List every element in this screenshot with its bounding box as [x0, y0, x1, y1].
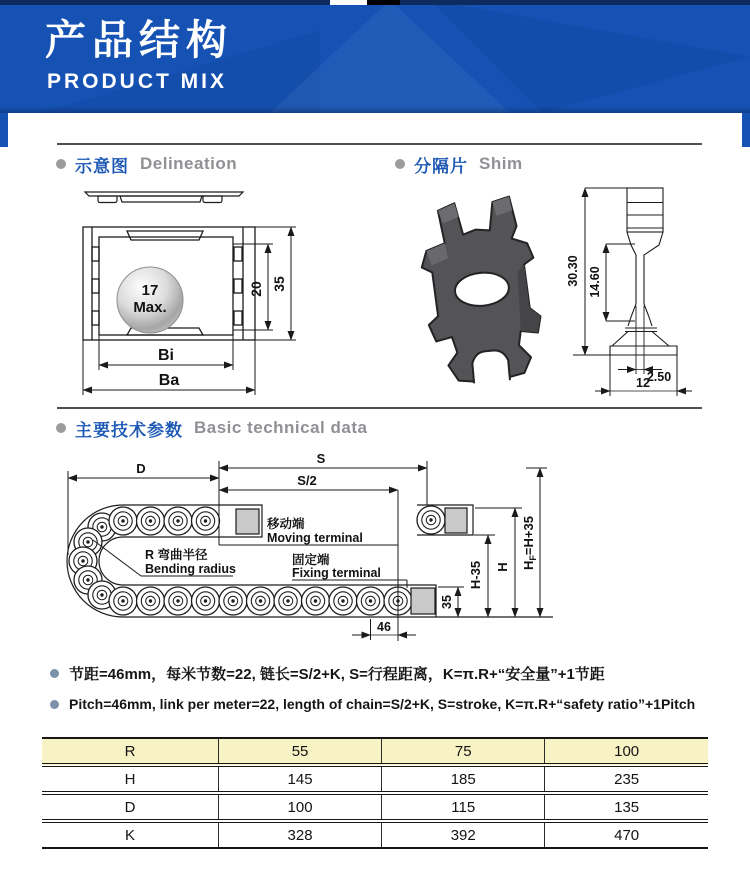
- cross-section-drawing: [70, 183, 300, 400]
- page-title-zh: 产品结构: [45, 17, 233, 63]
- shim-bottom-notch: [471, 349, 510, 383]
- moving-terminal-label-en: Moving terminal: [267, 531, 363, 545]
- bend-dim-lines: [68, 461, 547, 641]
- bending-diagram: [55, 447, 560, 657]
- bending-radius-label-zh: R 弯曲半径: [145, 548, 208, 562]
- table-cell: D: [124, 798, 136, 816]
- shim-profile-shape: [610, 188, 677, 374]
- table-header-cell: 100: [545, 738, 708, 765]
- top-strip-black-segment: [367, 0, 400, 5]
- section-header-tech: [56, 416, 367, 440]
- table-cell: H: [124, 770, 136, 788]
- table-row: [42, 793, 708, 821]
- dim-label-pitch: 46: [377, 620, 391, 634]
- dim-label-inner-height: 20: [248, 281, 264, 297]
- header-bottom-shade: [0, 106, 750, 113]
- table-cell: 392: [382, 821, 545, 848]
- section-title-en: Basic technical data: [194, 418, 368, 437]
- table-header-cell: R: [124, 742, 136, 760]
- dim-label-h-minus-35: H-35: [468, 560, 483, 590]
- dim-label-link-height: 35: [440, 595, 454, 609]
- page-header: [0, 0, 750, 113]
- ball-unit-label: Max.: [133, 299, 167, 316]
- section-divider: [57, 407, 702, 409]
- table-cell: 115: [382, 793, 545, 821]
- right-edge-tab: [742, 113, 750, 147]
- bending-radius-label-en: Bending radius: [145, 562, 236, 576]
- table-cell: 100: [218, 793, 381, 821]
- note-row-zh: [50, 663, 605, 684]
- moving-terminal-label-zh: 移动端: [267, 517, 305, 531]
- bullet-icon: [50, 700, 59, 709]
- section-title-zh: 分隔片: [414, 156, 468, 176]
- table-row: [42, 821, 708, 848]
- shim-profile-drawing: [565, 178, 750, 403]
- table-cell: 328: [218, 821, 381, 848]
- dim-label-d: D: [136, 461, 146, 476]
- shim-3d-image: [405, 185, 565, 400]
- header-top-strip: [0, 0, 750, 5]
- ball-value-label: 17: [141, 282, 159, 299]
- spec-table: [42, 737, 708, 849]
- table-header-row: [42, 738, 708, 765]
- section-divider: [57, 143, 702, 145]
- bullet-icon: [56, 423, 66, 433]
- shim-body-shape: [416, 195, 546, 387]
- dim-label-inner-width: Bi: [158, 347, 174, 364]
- moving-terminal-block: [236, 509, 259, 534]
- bullet-icon: [56, 159, 66, 169]
- table-cell: 185: [382, 765, 545, 793]
- dim-label-outer-width: Ba: [158, 372, 180, 389]
- fixing-terminal-label-zh: 固定端: [292, 553, 330, 567]
- cover-strip-shape: [85, 192, 243, 203]
- table-cell: K: [124, 826, 135, 844]
- moving-terminal-block-right: [445, 508, 467, 533]
- table-cell: 145: [218, 765, 381, 793]
- table-header-cell: 55: [218, 738, 381, 765]
- table-cell: 135: [545, 793, 708, 821]
- dim-label-stroke: S: [316, 451, 326, 466]
- dim-label-mid-height: 14.60: [588, 266, 602, 298]
- top-strip-white-segment: [330, 0, 367, 5]
- dim-label-hf: $H_F=H+35$: [521, 516, 538, 570]
- note-row-en: [50, 696, 695, 712]
- section-header-shim: [395, 152, 523, 176]
- section-title-zh: 主要技术参数: [75, 420, 183, 440]
- bullet-icon: [395, 159, 405, 169]
- dim-label-base-width: 12: [636, 376, 650, 390]
- section-title-zh: 示意图: [75, 156, 129, 176]
- table-cell: 470: [545, 821, 708, 848]
- note-text-zh: 节距=46mm，每米节数=22, 链长=S/2+K, S=行程距离，K=π.R+“安全量”+1节距: [69, 666, 605, 683]
- note-text-en: Pitch=46mm, link per meter=22, length of chain=S/2+K, S=stroke, K=π.R+“safety ratio”+1Pitch: [69, 696, 696, 712]
- section-title-en: Shim: [479, 154, 523, 173]
- dim-label-web-width: 2.50: [646, 370, 672, 384]
- dim-label-outer-height: 35: [271, 276, 287, 292]
- fixing-terminal-block: [411, 588, 435, 614]
- cross-section-dim-lines: [83, 227, 296, 395]
- table-header-cell: 75: [382, 738, 545, 765]
- dim-label-half-stroke: S/2: [297, 473, 317, 488]
- section-header-delineation: [56, 152, 237, 176]
- dim-label-h: H: [495, 562, 510, 572]
- bullet-icon: [50, 669, 59, 678]
- page-title-en: PRODUCT MIX: [47, 70, 227, 93]
- table-cell: 235: [545, 765, 708, 793]
- dim-label-total-height: 30.30: [566, 255, 580, 287]
- table-row: [42, 765, 708, 793]
- left-edge-tab: [0, 113, 8, 147]
- section-title-en: Delineation: [140, 154, 238, 173]
- fixing-terminal-label-en: Fixing terminal: [292, 566, 381, 580]
